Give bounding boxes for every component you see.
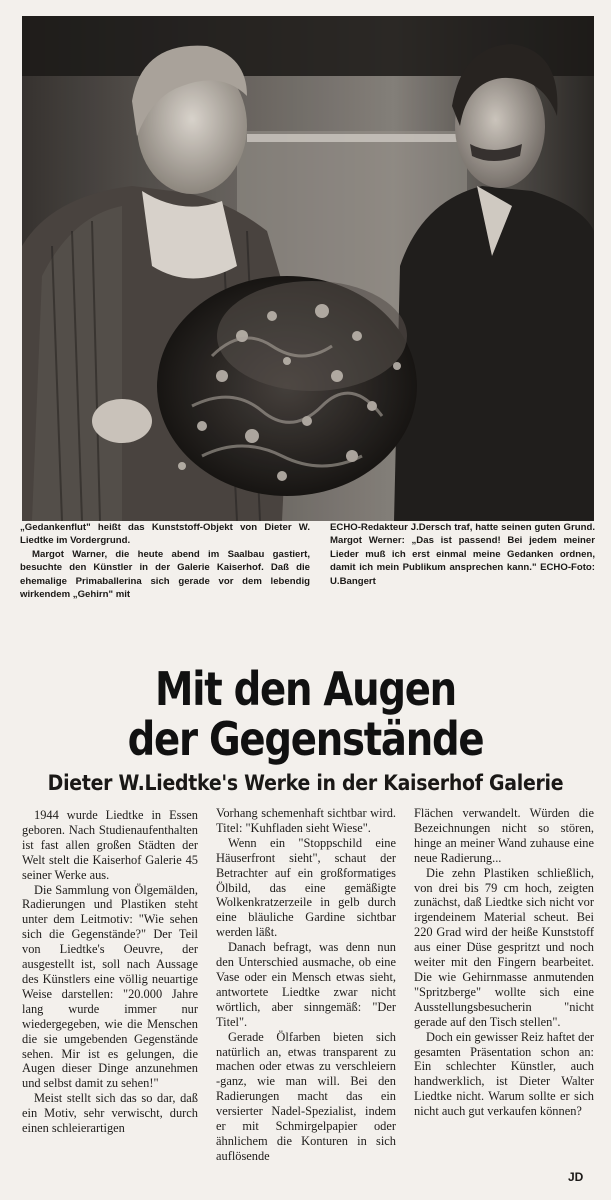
article-paragraph: Meist stellt sich das so dar, daß ein Motiv, sehr verwischt, durch einen schleierartigen bbox=[22, 1091, 198, 1136]
article-paragraph: Vorhang schemenhaft sichtbar wird. Titel: "Kuhfladen sieht Wiese". bbox=[216, 806, 396, 835]
article-paragraph: Gerade Ölfarben bieten sich natürlich an, etwas transparent zu machen oder etwas zu verschleiern -ganz, wie man will. Bei den Radierungen macht das ein versierter Nadel-Spezialist, indem er mit Schmirgelpapier oder ähnlichem die Konturen in sich auflösende bbox=[216, 1029, 396, 1163]
article-paragraph: Danach befragt, was denn nun den Unterschied ausmache, ob eine Vase oder ein Mensch etwas sieht, antwortete Liedtke zwar nicht wörtlich, aber sinngemäß: "Der Titel". bbox=[216, 940, 396, 1029]
caption-paragraph: ECHO-Redakteur J.Dersch traf, hatte seinen guten Grund. Margot Werner: „Das ist passend! Bei jedem meiner Lieder muß ich erst einmal meine Gedanken ordnen, damit ich mein Publikum ansprechen kann." ECHO-Foto: U.Bangert bbox=[330, 522, 595, 587]
press-photo bbox=[22, 16, 594, 521]
author-signature: JD bbox=[568, 1170, 584, 1184]
caption-paragraph: „Gedankenflut" heißt das Kunststoff-Objekt von Dieter W. Liedtke im Vordergrund. bbox=[20, 522, 310, 547]
article-paragraph: Flächen verwandelt. Würden die Bezeichnungen nicht so stören, hinge an meiner Wand zuhause eine neue Radierung... bbox=[414, 806, 594, 865]
caption-left-column bbox=[20, 521, 310, 601]
photo-caption bbox=[20, 521, 600, 613]
article-paragraph: Doch ein gewisser Reiz haftet der gesamten Präsentation schon an: Ein schlechter Künstler, auch handwerklich, ist Dieter Walter Liedtke nicht. Warum sollte er sich nicht auch gut verkaufen können? bbox=[414, 1029, 594, 1119]
article-column-2 bbox=[216, 806, 396, 1164]
subheadline: Dieter W.Liedtke's Werke in der Kaiserhof Galerie bbox=[47, 771, 564, 795]
article-column-3 bbox=[414, 806, 594, 1119]
article-paragraph: Die Sammlung von Ölgemälden, Radierungen und Plastiken steht unter dem Leitmotiv: "Wie sehen sich die Gegenstände?" Der Teil von Liedtke's Oeuvre, der ausgestellt ist, soll nach Aussage des Künstlers eine völlig neuartige Weise darstellen: "20.000 Jahre lang wurde immer nur wiedergegeben, wie die Menschen die sie umgebenden Gegenstände sehen. Mir ist es gelungen, die Augen dieser Dinge anzunehmen und selbst damit zu sehen!" bbox=[22, 882, 198, 1091]
article-column-1 bbox=[22, 808, 198, 1136]
article-paragraph: Wenn ein "Stoppschild eine Häuserfront sieht", schaut der Betrachter auf ein großformatiges Ölbild, das eine gemäßigte Wolkenkratzerzeile in gelb durch eine bläuliche Gardine sichtbar werden läßt. bbox=[216, 835, 396, 940]
caption-right-column bbox=[330, 521, 595, 588]
article-paragraph: Die zehn Plastiken schließlich, von drei bis 79 cm hoch, zeigten zunächst, daß Liedtke sich nicht vor irgendeinem Material scheut. Bei 220 Grad wird der heiße Kunststoff aus einer Düse gespritzt und noch weiter mit den Fingern bearbeitet. Die wie Gehirnmasse anmutenden "Spritzberge" wollte sich eine Ausstellungsbesucherin "nicht gerade auf den Tisch stellen". bbox=[414, 865, 594, 1029]
caption-paragraph: Margot Warner, die heute abend im Saalbau gastiert, besuchte den Künstler in der Galerie Kaiserhof. Daß die ehemalige Primaballerina sich gerade vor dem lebendig wirkendem „Gehirn" mit bbox=[20, 548, 310, 601]
article-paragraph: 1944 wurde Liedtke in Essen geboren. Nach Studienaufenthalten ist fast allen großen Städten der Welt stelt die Kaiserhof Galerie 45 seiner Werke aus. bbox=[22, 808, 198, 882]
headline-line-1: Mit den Augen bbox=[155, 662, 456, 716]
headline-line-2: der Gegenstände bbox=[127, 712, 484, 766]
